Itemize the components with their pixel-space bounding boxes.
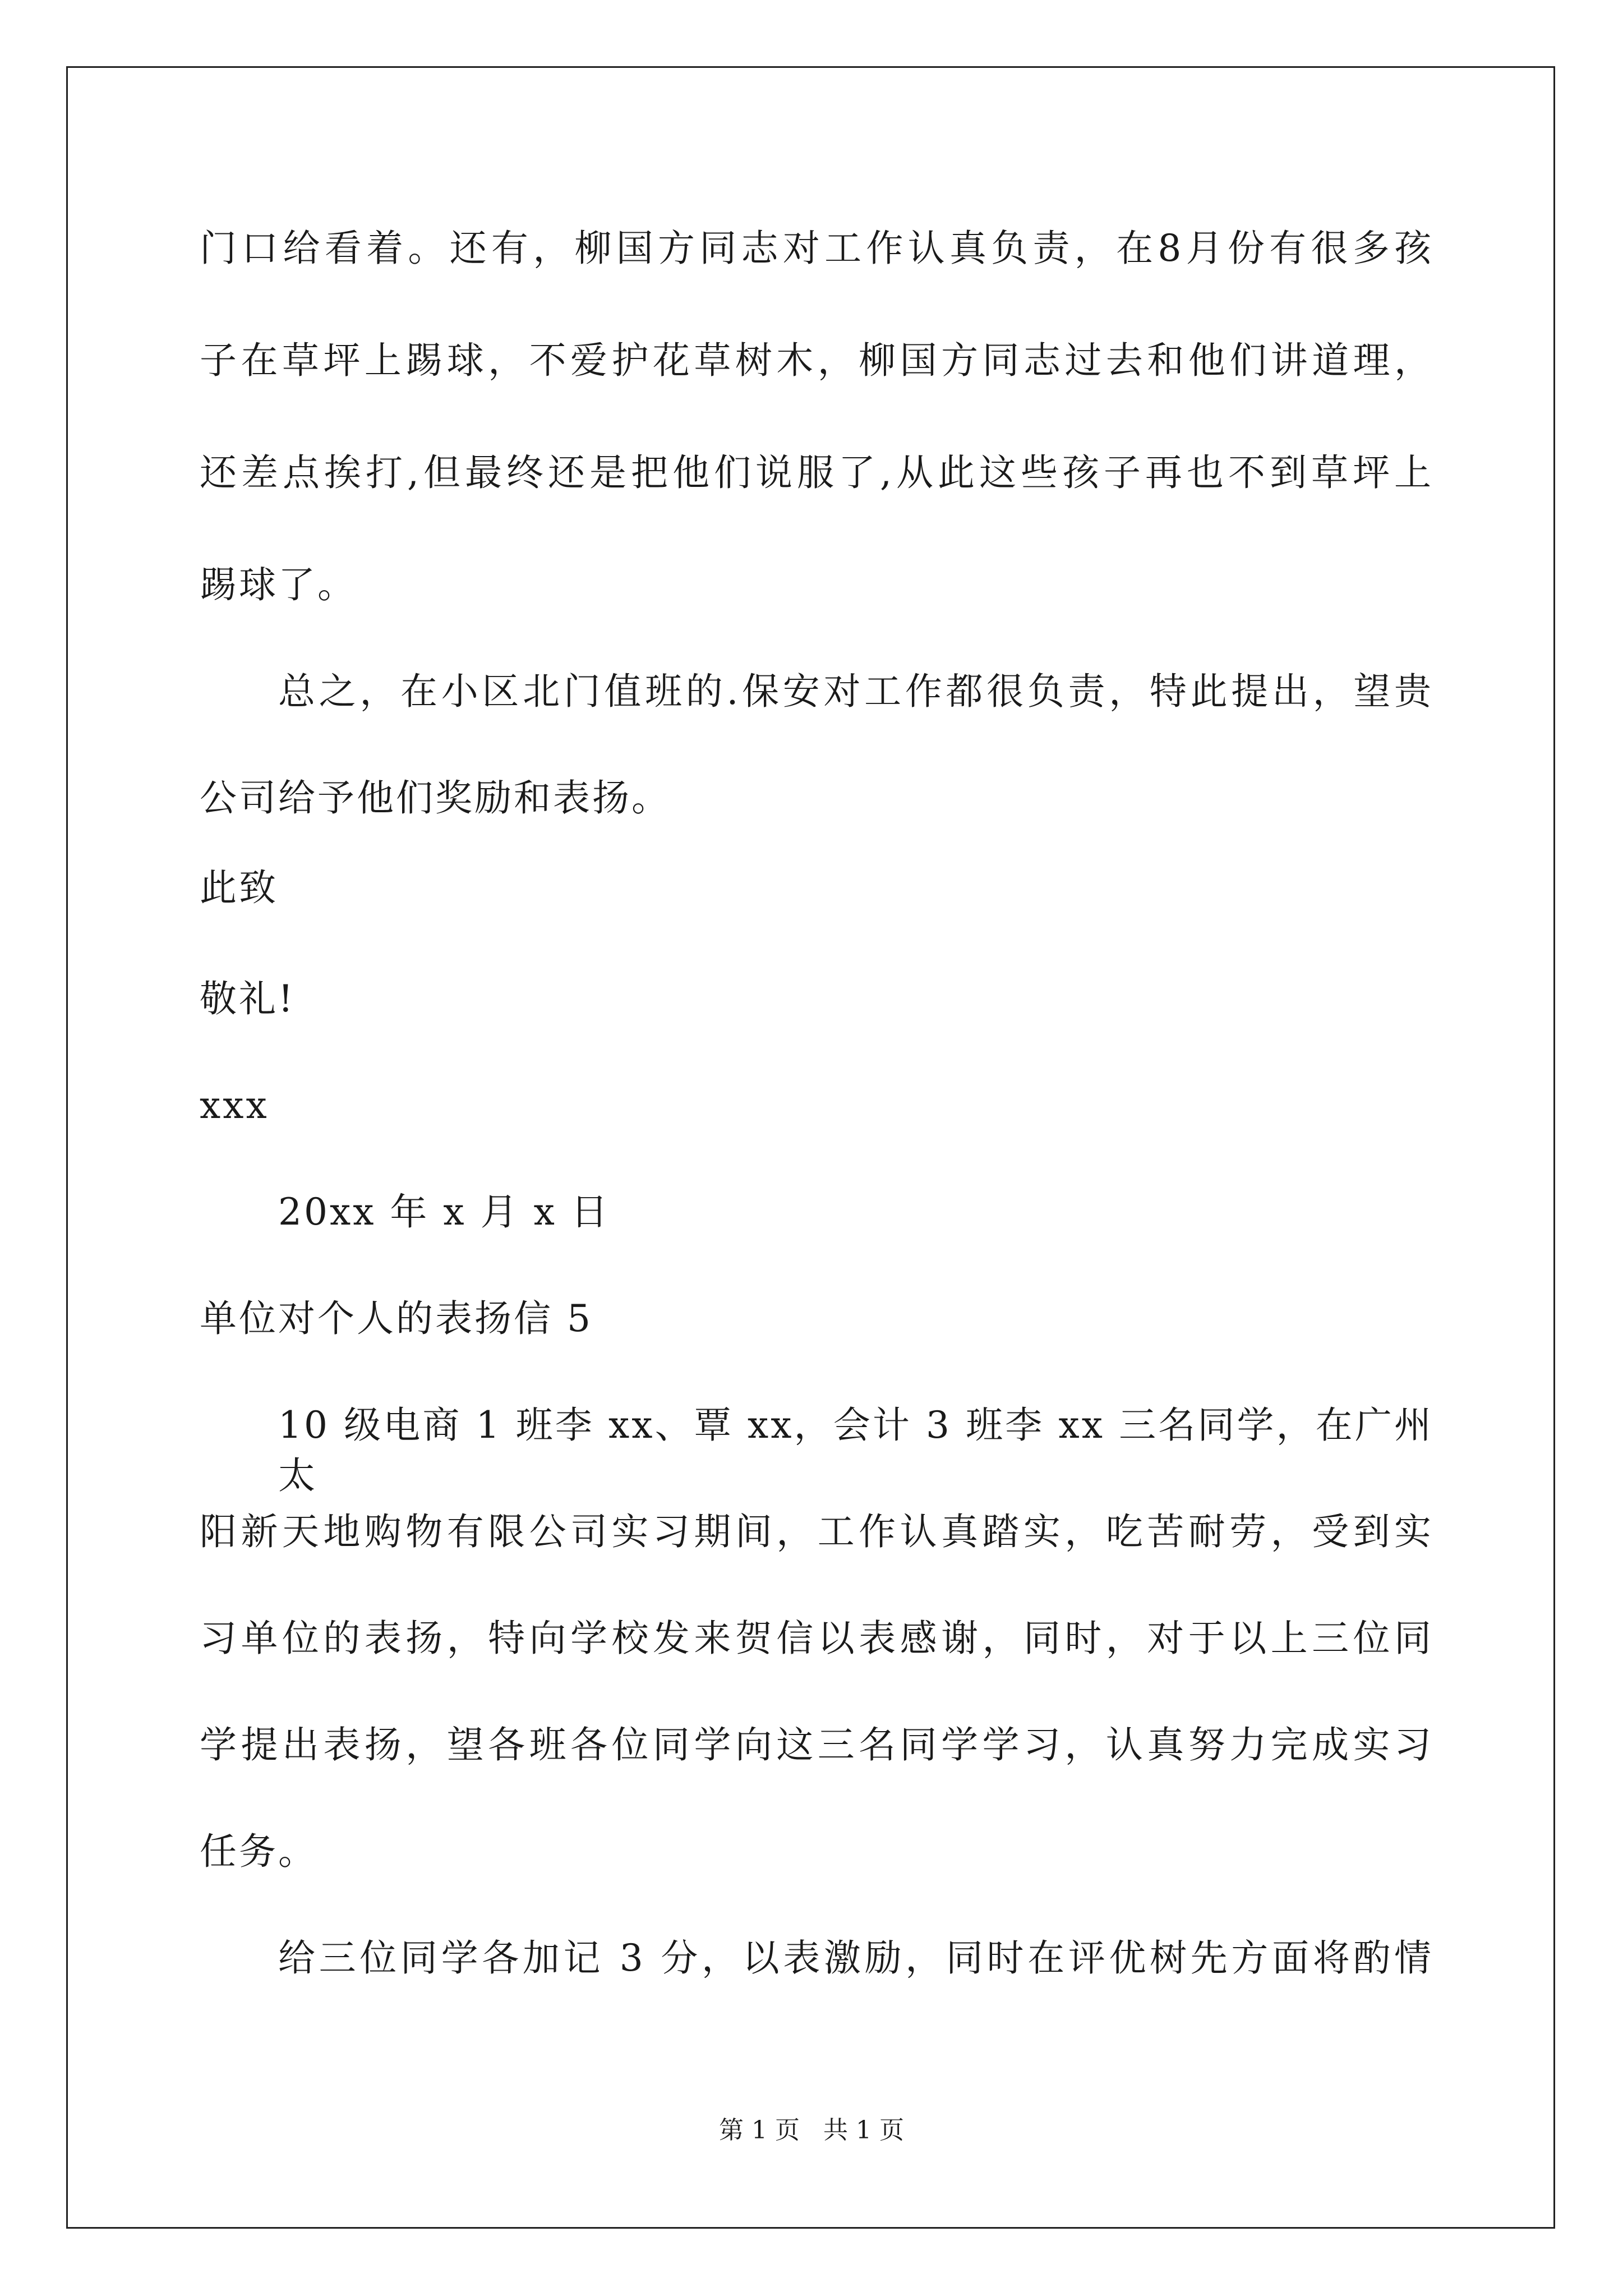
text-line: 公司给予他们奖励和表扬。 xyxy=(200,776,671,820)
text-line: 习单位的表扬，特向学校发来贺信以表感谢，同时，对于以上三位同 xyxy=(200,1617,1433,1660)
section-heading: 单位对个人的表扬信 5 xyxy=(200,1297,593,1340)
signature-date: 20xx 年 x 月 x 日 xyxy=(278,1190,610,1234)
text-line: 10 级电商 1 班李 xx、覃 xx，会计 3 班李 xx 三名同学，在广州太 xyxy=(278,1404,1433,1497)
text-line: 踢球了。 xyxy=(200,563,357,606)
text-line: 学提出表扬，望各班各位同学向这三名同学学习，认真努力完成实习 xyxy=(200,1723,1433,1766)
page-total: 共 1 页 xyxy=(823,2116,904,2145)
text-line: 子在草坪上踢球，不爱护花草树木，柳国方同志过去和他们讲道理， xyxy=(200,339,1433,382)
text-line: 门口给看着。还有，柳国方同志对工作认真负责，在8月份有很多孩 xyxy=(200,227,1433,270)
text-line: 任务。 xyxy=(200,1830,317,1873)
text-line: 阳新天地购物有限公司实习期间，工作认真踏实，吃苦耐劳，受到实 xyxy=(200,1510,1433,1553)
signature-name: xxx xyxy=(200,1084,269,1127)
text-line: 还差点挨打,但最终还是把他们说服了,从此这些孩子再也不到草坪上 xyxy=(200,451,1433,494)
text-line: 给三位同学各加记 3 分，以表激励，同时在评优树先方面将酌情 xyxy=(278,1936,1433,1980)
page-number: 第 1 页 xyxy=(719,2116,800,2145)
text-line: 总之，在小区北门值班的.保安对工作都很负责，特此提出，望贵 xyxy=(278,670,1433,713)
page-border xyxy=(66,66,1555,2229)
closing-salutation: 此致 xyxy=(200,866,278,909)
page-footer xyxy=(0,2114,1623,2147)
closing-regards: 敬礼! xyxy=(200,977,296,1020)
